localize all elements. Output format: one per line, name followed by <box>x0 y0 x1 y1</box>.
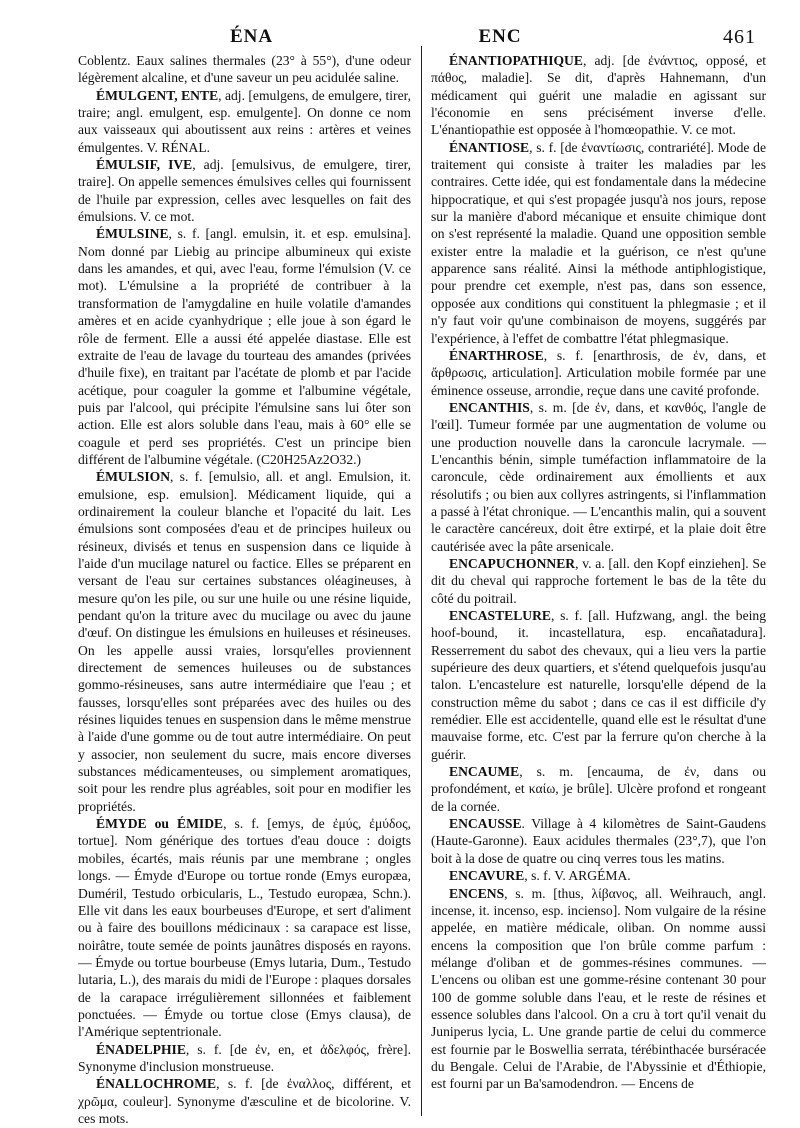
entry <box>78 1075 411 1127</box>
headword: ÉMULSIF, IVE <box>96 157 193 173</box>
entry-text: , s. m. [de ἐν, dans, et κανθός, l'angle de l'œil]. Tumeur formée par une augmentation de volume ou une production nouvelle dans la caroncule lacrymale. — L'encanthis bénin, simple tuméfaction inflammatoire de la caroncule, cède ordinairement aux émollients et aux résolutifs ; ou bien aux collyres astringents, si l'inflammation a passé à l'état chronique. — L'encanthis malin, qui a souvent le caractère cancéreux, doit être extirpé, et la plaie doit être cautérisée avec la pâte arsenicale. <box>431 399 766 554</box>
entry <box>431 763 766 815</box>
center-running-head: ENC <box>478 26 522 47</box>
entry <box>78 1041 411 1076</box>
headword: ÉNANTIOSE <box>449 139 530 155</box>
entry <box>431 555 766 607</box>
headword: ENCAUSSE <box>449 816 522 832</box>
headword: ENCAPUCHONNER <box>449 555 576 571</box>
entry-text: , adj. [emulgens, de emulgere, tirer, traire; angl. emulgent, esp. emulgente]. On donne ce nom aux vaisseaux qui aboutissent aux reins : artères et veines émulgentes. V. RÉNAL. <box>78 87 411 155</box>
headword: ENCENS <box>449 885 505 901</box>
entry <box>431 607 766 763</box>
left-running-head: ÉNA <box>230 26 274 47</box>
entry-text: , s. f. [all. Hufzwang, angl. the being hoof-bound, it. incastellatura, esp. encañatadura]. Resserrement du sabot des chevaux, qui a lieu vers la partie supérieure des deux quartiers, et s'étend quelquefois jusqu'au talon. L'encastelure est naturelle, lorsqu'elle dépend de la construction même du sabot ; dans ce cas il est difficile d'y remédier. Elle est accidentelle, quand elle est le résultat d'une mauvaise forme, etc. C'est par la ferrure qu'on cherche à la guérir. <box>431 608 766 762</box>
headword: ENCANTHIS <box>449 399 530 415</box>
entry <box>431 815 766 867</box>
headword: ENCAVURE <box>449 868 525 884</box>
entry-text: , s. m. [encauma, de ἐν, dans ou profondément, et καίω, je brûle]. Ulcère profond et rongeant de la cornée. <box>431 764 766 814</box>
entry-text: . Village à 4 kilomètres de Saint-Gaudens (Haute-Garonne). Eaux acidules thermales (23°,7), que l'on boit à la dose de quatre ou cinq verres tous les matins. <box>431 816 766 866</box>
entry-text: , s. f. [de ἐναντίωσις, contrariété]. Mode de traitement qui consiste à traiter les maladies par les contraires. Cette idée, qui est fondamentale dans la médecine hippocratique, et qui s'est propagée jusqu'à nos jours, repose sur la manière d'abord mécanique et ensuite chimique dont on s'est représenté la maladie. Quand une opposition semble exister entre la maladie et la guérison, ce n'est qu'une apparence sans réalité. Ainsi la méthode antiphlogistique, pour prendre cet exemple, n'est pas, dans son essence, opposée aux conditions qui constituent la phlegmasie ; et il n'y faut voir qu'une combinaison de moyens, suggérés par l'expérience, à l'effet de combattre l'état phlegmasique. <box>431 139 766 346</box>
entry <box>78 156 411 225</box>
entry-text: , s. f. V. ARGÉMA. <box>524 868 631 884</box>
headword: ÉMULGENT, ENTE <box>96 87 219 103</box>
right-column <box>431 52 766 1093</box>
entry-text: , adj. [emulsivus, de emulgere, tirer, traire]. On appelle semences émulsives celles qui fournissent de l'huile par expression, celles avec lesquelles on fait des émulsions. V. ce mot. <box>78 157 411 225</box>
entry <box>431 885 766 1093</box>
headword: ENCAUME <box>449 764 520 780</box>
entry-text: , s. f. [angl. emulsin, it. et esp. emulsina]. Nom donné par Liebig au principe albumineux qui existe dans les amandes, et qui, avec l'eau, forme l'émulsion (V. ce mot). L'émulsine a la propriété de contribuer à la transformation de l'amygdaline en huile volatile d'amandes amères et en acide cyanhydrique ; elle joue à son égard le rôle de ferment. Elle a aussi été appelée diastase. Elle est extraite de l'eau de lavage du tourteau des amandes (privées d'huile fixe), en traitant par l'acétate de plomb et par l'acide acétique, pour coaguler la gomme et l'albumine végétale, puis par l'alcool, qui précipite l'émulsine sans lui ôter son action. Elle est alors soluble dans l'eau, mais à 60° elle se coagule et perd ses propriétés. C'est un principe bien différent de l'albumine végétale. (C20H25Az2O32.) <box>78 226 411 467</box>
entry-text: , s. f. [de ἐναλλος, différent, et χρῶμα, couleur]. Synonyme d'æsculine et de bicolorine. V. ces mots. <box>78 1076 411 1126</box>
entry-text: , s. f. [emulsio, all. et angl. Emulsion, it. emulsione, esp. emulsion]. Médicament liquide, qui a ordinairement la couleur blanche et l'opacité du lait. Les émulsions sont composées d'eau et de principes huileux ou résineux, divisés et tenus en suspension dans ce liquide à l'aide d'un mucilage naturel ou factice. Elles se préparent en versant de l'eau sur certaines substances oléagineuses, à mesure qu'on les pile, ou sur une huile ou une résine liquide, pendant qu'on la triture avec du mucilage ou avec du jaune d'œuf. On distingue les émulsions en huileuses et résineuses. On les appelle aussi vraies, lorsqu'elles proviennent directement de semences huileuses ou de substances gommo-résineuses, sans autre intermédiaire que l'eau ; et fausses, lorsqu'elles sont préparées avec des huiles ou des résines liquides tenues en suspension dans le même menstrue à l'aide d'une gomme ou de tout autre intermédiaire. On peut y associer, non seulement du sucre, mais encore diverses substances médicamenteuses, ou simplement aromatiques, soit pour les rendre plus agréables, soit pour en modifier les propriétés. <box>78 469 411 814</box>
headword: ÉNADELPHIE <box>96 1041 186 1057</box>
entry-text: , s. m. [thus, λίβανος, all. Weihrauch, angl. incense, it. incenso, esp. incienso]. Nom vulgaire de la résine appelée, en matière médicale, oliban. On nomme aussi encens la composition que l'on brûle comme parfum : mélange d'oliban et de gommes-résines communes. — L'encens ou oliban est une gomme-résine contenant 30 pour 100 de gomme soluble dans l'eau, et le reste de résines et essence solubles dans l'alcool. On a cru à tort qu'il venait du Juniperus lycia, L. Une grande partie de celui du commerce est fournie par le Boswellia serrata, térébinthacée burséracée du Bengale. Celui de l'Arabie, de l'Abyssinie et d'Éthiopie, est fourni par un Ba'samodendron. — Encens de <box>431 885 766 1092</box>
headword: ÉMYDE ou ÉMIDE <box>96 816 224 832</box>
column-divider <box>421 46 422 1116</box>
page-number: 461 <box>723 26 756 48</box>
headword: ÉMULSINE <box>96 226 169 242</box>
headword: ÉNARTHROSE <box>449 347 544 363</box>
entry <box>431 399 766 555</box>
entry <box>431 867 766 884</box>
entry-text: Coblentz. Eaux salines thermales (23° à 55°), d'une odeur légèrement alcaline, et d'une saveur un peu acidulée saline. <box>78 53 411 86</box>
entry-text: , s. f. [de ἐν, en, et ἀδελφός, frère]. Synonyme d'inclusion monstrueuse. <box>78 1041 411 1074</box>
entry <box>78 815 411 1040</box>
entry <box>78 87 411 156</box>
entry-text: , s. f. [enarthrosis, de ἐν, dans, et ἄρθρωσις, articulation]. Articulation mobile formée par une éminence osseuse, arrondie, reçue dans une cavité profonde. <box>431 347 766 398</box>
headword: ÉNANTIOPATHIQUE <box>449 53 583 68</box>
entry-text: , adj. [de ἐνάντιος, opposé, et πάθος, maladie]. Se dit, d'après Hahnemann, d'un médicament qui guérit une maladie en agissant sur l'économie en sens précisément inverse d'elle. L'énantiopathie est opposée à l'homœopathie. V. ce mot. <box>431 53 766 138</box>
entry <box>78 225 411 468</box>
headword: ÉNALLOCHROME <box>96 1076 217 1092</box>
entry-text: , s. f. [emys, de ἐμύς, ἐμύδος, tortue]. Nom générique des tortues d'eau douce : doigts mobiles, écartés, mais réunis par une membrane ; ongles longs. — Émyde d'Europe ou tortue ronde (Emys europæa, Duméril, Testudo orbicularis, L., Testudo europæa, Schn.). Elle vit dans les eaux bourbeuses d'Europe, et sert d'aliment ou à faire des bouillons médicinaux : sa carapace est lisse, noirâtre, toute semée de points jaunâtres disposés en rayons. — Émyde ou tortue bourbeuse (Emys lutaria, Dum., Testudo lutaria, L.), des marais du midi de l'Europe : plaques dorsales de la carapace irrégulièrement sillonnées et faiblement ponctuées. — Émyde ou tortue close (Emys clausa), de l'Amérique septentrionale. <box>78 816 412 1040</box>
entry <box>78 468 411 815</box>
entry <box>431 52 766 139</box>
entry <box>431 139 766 347</box>
headword: ÉMULSION <box>96 469 171 485</box>
entry <box>431 347 766 399</box>
entry <box>78 52 411 87</box>
entry-text: , v. a. [all. den Kopf einziehen]. Se dit du cheval qui rapproche fortement le bas de la tête du côté du poitrail. <box>431 555 766 606</box>
left-column <box>78 52 411 1127</box>
headword: ENCASTELURE <box>449 608 551 623</box>
